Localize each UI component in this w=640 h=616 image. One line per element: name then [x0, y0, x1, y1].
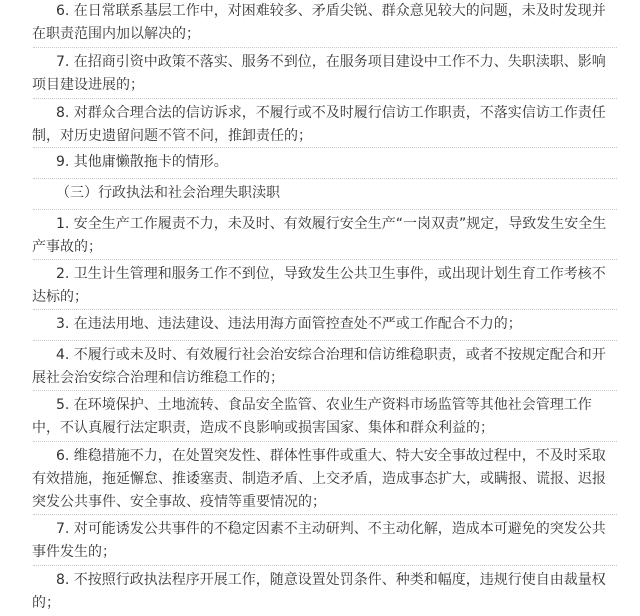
- paragraph-divider: [33, 565, 617, 566]
- paragraph-1: 6. 在日常联系基层工作中，对困难较多、矛盾尖锐、群众意见较大的问题，未及时发现并在职责范围内加以解决的；: [32, 3, 606, 42]
- paragraph-5: 1. 安全生产工作履责不力，未及时、有效履行安全生产“一岗双责”规定，导致发生安全生产事故的；: [32, 216, 607, 255]
- paragraph-2: 7. 在招商引资中政策不落实、服务不到位，在服务项目建设中工作不力、失职渎职、影响项目建设进展的；: [32, 54, 606, 93]
- paragraph-divider: [33, 259, 617, 260]
- paragraph-12: 8. 不按照行政执法程序开展工作，随意设置处罚条件、种类和幅度，违规行使自由裁量权的；: [32, 572, 606, 611]
- paragraph-3: 8. 对群众合理合法的信访诉求，不履行或不及时履行信访工作职责，不落实信访工作责任制，对历史遗留问题不管不问，推卸责任的；: [32, 105, 606, 144]
- paragraph-divider: [33, 47, 617, 48]
- paragraph-divider: [33, 441, 617, 442]
- paragraph-divider: [33, 390, 617, 391]
- paragraph-divider: [33, 178, 617, 179]
- paragraph-6: 2. 卫生计生管理和服务工作不到位，导致发生公共卫生事件，或出现计划生育工作考核不达标的；: [32, 266, 606, 305]
- paragraph-divider: [33, 309, 617, 310]
- paragraph-divider: [33, 98, 617, 99]
- paragraph-divider: [33, 340, 617, 341]
- paragraph-11: 7. 对可能诱发公共事件的不稳定因素不主动研判、不主动化解，造成本可避免的突发公共事件发生的；: [32, 521, 606, 560]
- paragraph-divider: [33, 209, 617, 210]
- paragraph-10: 6. 维稳措施不力，在处置突发性、群体性事件或重大、特大安全事故过程中，不及时采取有效措施，拖延懈怠、推诿塞责、制造矛盾、上交矛盾，造成事态扩大，或瞒报、谎报、迟报突发公共事件、安全事故、疫情等重要情况的；: [32, 448, 606, 510]
- paragraph-divider: [33, 147, 617, 148]
- paragraph-divider: [33, 514, 617, 515]
- paragraph-8: 4. 不履行或未及时、有效履行社会治安综合治理和信访维稳职责，或者不按规定配合和开展社会治安综合治理和信访维稳工作的；: [32, 347, 606, 386]
- paragraph-9: 5. 在环境保护、土地流转、食品安全监管、农业生产资料市场监管等其他社会管理工作中，不认真履行法定职责，造成不良影响或损害国家、集体和群众利益的；: [32, 397, 592, 436]
- section-heading: （三）行政执法和社会治理失职渎职: [56, 185, 280, 201]
- paragraph-7: 3. 在违法用地、违法建设、违法用海方面管控查处不严或工作配合不力的；: [56, 316, 522, 332]
- paragraph-4: 9. 其他庸懒散拖卡的情形。: [56, 154, 228, 170]
